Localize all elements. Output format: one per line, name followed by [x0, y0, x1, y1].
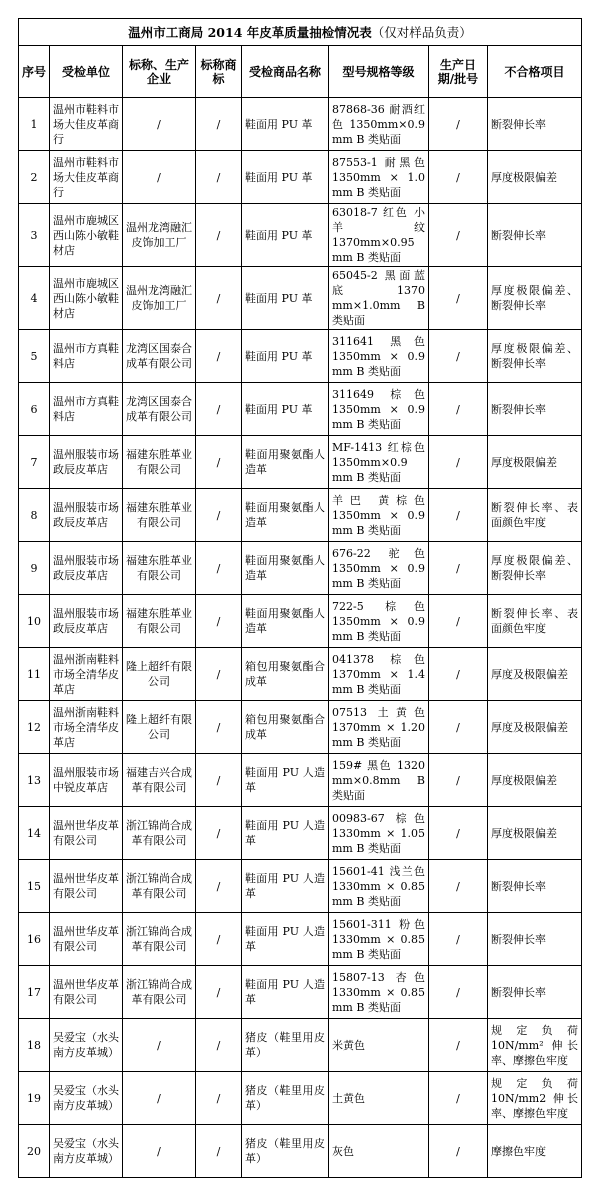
cell-failed-items: 厚度及极限偏差 — [488, 648, 582, 701]
cell-product-name: 猪皮（鞋里用皮革） — [242, 1125, 329, 1178]
cell-model-spec: 676-22 驼色 1350mm × 0.9 mm B 类贴面 — [329, 542, 429, 595]
cell-production-date: / — [429, 595, 488, 648]
table-row — [19, 383, 582, 436]
table-title — [19, 19, 582, 46]
cell-inspected-unit: 温州服装市场政辰皮革店 — [50, 542, 123, 595]
cell-trademark: / — [196, 648, 242, 701]
cell-model-spec: 311641 黑色 1350mm × 0.9 mm B 类贴面 — [329, 330, 429, 383]
cell-failed-items: 断裂伸长率 — [488, 913, 582, 966]
cell-inspected-unit: 温州世华皮革有限公司 — [50, 860, 123, 913]
cell-inspected-unit: 温州服装市场政辰皮革店 — [50, 436, 123, 489]
cell-model-spec: 羊巴 黄棕色 1350mm × 0.9 mm B 类贴面 — [329, 489, 429, 542]
table-row — [19, 98, 582, 151]
cell-model-spec: 15601-311 粉色 1330mm × 0.85 mm B 类贴面 — [329, 913, 429, 966]
cell-failed-items: 断裂伸长率 — [488, 383, 582, 436]
cell-inspected-unit: 温州市方真鞋料店 — [50, 330, 123, 383]
cell-failed-items: 厚度极限偏差、断裂伸长率 — [488, 542, 582, 595]
cell-manufacturer: / — [123, 1072, 196, 1125]
cell-manufacturer: 福建东胜革业有限公司 — [123, 489, 196, 542]
cell-trademark: / — [196, 1019, 242, 1072]
header-index: 序号 — [19, 46, 50, 98]
cell-production-date: / — [429, 204, 488, 267]
table-row — [19, 913, 582, 966]
cell-product-name: 鞋面用 PU 人造革 — [242, 754, 329, 807]
cell-product-name: 鞋面用 PU 革 — [242, 267, 329, 330]
cell-inspected-unit: 温州世华皮革有限公司 — [50, 807, 123, 860]
cell-manufacturer: 浙江锦尚合成革有限公司 — [123, 807, 196, 860]
cell-product-name: 鞋面用 PU 革 — [242, 151, 329, 204]
cell-index: 9 — [19, 542, 50, 595]
cell-trademark: / — [196, 98, 242, 151]
cell-model-spec: MF-1413 红棕色 1350mm×0.9 mm B 类贴面 — [329, 436, 429, 489]
cell-production-date: / — [429, 383, 488, 436]
cell-trademark: / — [196, 701, 242, 754]
cell-production-date: / — [429, 542, 488, 595]
cell-model-spec: 63018-7 红色 小羊纹 1370mm×0.95 mm B 类贴面 — [329, 204, 429, 267]
cell-inspected-unit: 温州世华皮革有限公司 — [50, 913, 123, 966]
cell-manufacturer: / — [123, 1019, 196, 1072]
cell-trademark: / — [196, 204, 242, 267]
cell-trademark: / — [196, 542, 242, 595]
table-row — [19, 807, 582, 860]
cell-model-spec: 米黄色 — [329, 1019, 429, 1072]
cell-model-spec: 041378 棕色 1370mm × 1.4 mm B 类贴面 — [329, 648, 429, 701]
cell-failed-items: 断裂伸长率 — [488, 98, 582, 151]
cell-index: 15 — [19, 860, 50, 913]
cell-product-name: 鞋面用聚氨酯人造革 — [242, 595, 329, 648]
cell-trademark: / — [196, 436, 242, 489]
cell-model-spec: 灰色 — [329, 1125, 429, 1178]
cell-trademark: / — [196, 489, 242, 542]
cell-failed-items: 厚度极限偏差 — [488, 807, 582, 860]
table-row — [19, 489, 582, 542]
cell-inspected-unit: 温州市鞋料市场大佳皮革商行 — [50, 151, 123, 204]
cell-manufacturer: 福建东胜革业有限公司 — [123, 436, 196, 489]
cell-inspected-unit: 温州浙南鞋料市场全清华皮革店 — [50, 701, 123, 754]
cell-production-date: / — [429, 648, 488, 701]
cell-manufacturer: 龙湾区国泰合成革有限公司 — [123, 383, 196, 436]
cell-product-name: 鞋面用聚氨酯人造革 — [242, 436, 329, 489]
table-row — [19, 204, 582, 267]
cell-model-spec: 65045-2 黑面蓝底 1370 mm×1.0mm B 类贴面 — [329, 267, 429, 330]
cell-trademark: / — [196, 913, 242, 966]
cell-index: 12 — [19, 701, 50, 754]
header-product-name: 受检商品名称 — [242, 46, 329, 98]
cell-failed-items: 断裂伸长率 — [488, 966, 582, 1019]
cell-inspected-unit: 温州服装市场政辰皮革店 — [50, 595, 123, 648]
table-row — [19, 1019, 582, 1072]
cell-product-name: 猪皮（鞋里用皮革） — [242, 1072, 329, 1125]
table-row — [19, 648, 582, 701]
cell-index: 18 — [19, 1019, 50, 1072]
cell-inspected-unit: 吴爱宝（水头南方皮革城） — [50, 1072, 123, 1125]
cell-manufacturer: 温州龙湾融汇皮饰加工厂 — [123, 204, 196, 267]
cell-production-date: / — [429, 754, 488, 807]
cell-inspected-unit: 温州市鹿城区西山陈小敏鞋材店 — [50, 267, 123, 330]
cell-product-name: 鞋面用 PU 人造革 — [242, 966, 329, 1019]
cell-model-spec: 07513 土黄色 1370mm × 1.20 mm B 类贴面 — [329, 701, 429, 754]
title-main: 温州市工商局 2014 年皮革质量抽检情况表 — [128, 24, 372, 40]
cell-index: 5 — [19, 330, 50, 383]
header-inspected-unit: 受检单位 — [50, 46, 123, 98]
cell-failed-items: 断裂伸长率、表面颜色牢度 — [488, 489, 582, 542]
table-row — [19, 1125, 582, 1178]
cell-inspected-unit: 温州浙南鞋料市场全清华皮革店 — [50, 648, 123, 701]
cell-failed-items: 厚度及极限偏差 — [488, 701, 582, 754]
cell-trademark: / — [196, 1072, 242, 1125]
cell-product-name: 鞋面用聚氨酯人造革 — [242, 542, 329, 595]
cell-product-name: 鞋面用 PU 人造革 — [242, 913, 329, 966]
header-trademark: 标称商标 — [196, 46, 242, 98]
cell-production-date: / — [429, 330, 488, 383]
cell-product-name: 鞋面用 PU 人造革 — [242, 807, 329, 860]
cell-trademark: / — [196, 807, 242, 860]
cell-production-date: / — [429, 98, 488, 151]
cell-index: 19 — [19, 1072, 50, 1125]
table-body — [19, 98, 582, 1178]
header-manufacturer: 标称、生产企业 — [123, 46, 196, 98]
cell-model-spec: 15601-41 浅兰色 1330mm × 0.85 mm B 类贴面 — [329, 860, 429, 913]
cell-product-name: 鞋面用聚氨酯人造革 — [242, 489, 329, 542]
cell-failed-items: 断裂伸长率 — [488, 204, 582, 267]
cell-inspected-unit: 温州市鹿城区西山陈小敏鞋材店 — [50, 204, 123, 267]
table-row — [19, 860, 582, 913]
cell-trademark: / — [196, 330, 242, 383]
cell-index: 1 — [19, 98, 50, 151]
cell-trademark: / — [196, 151, 242, 204]
cell-model-spec: 00983-67 棕色 1330mm × 1.05 mm B 类贴面 — [329, 807, 429, 860]
table-row — [19, 330, 582, 383]
cell-index: 13 — [19, 754, 50, 807]
cell-manufacturer: 福建东胜革业有限公司 — [123, 595, 196, 648]
cell-index: 17 — [19, 966, 50, 1019]
cell-index: 6 — [19, 383, 50, 436]
cell-production-date: / — [429, 807, 488, 860]
cell-failed-items: 规定负荷 10N/mm2 伸长率、摩擦色牢度 — [488, 1072, 582, 1125]
cell-production-date: / — [429, 267, 488, 330]
cell-trademark: / — [196, 267, 242, 330]
cell-failed-items: 厚度极限偏差 — [488, 436, 582, 489]
title-note: （仅对样品负责） — [371, 24, 472, 40]
cell-manufacturer: / — [123, 1125, 196, 1178]
cell-product-name: 猪皮（鞋里用皮革） — [242, 1019, 329, 1072]
cell-index: 4 — [19, 267, 50, 330]
cell-production-date: / — [429, 860, 488, 913]
cell-manufacturer: 浙江锦尚合成革有限公司 — [123, 966, 196, 1019]
cell-manufacturer: 隆上超纤有限公司 — [123, 648, 196, 701]
header-production-date: 生产日期/批号 — [429, 46, 488, 98]
table-row — [19, 754, 582, 807]
cell-manufacturer: 龙湾区国泰合成革有限公司 — [123, 330, 196, 383]
cell-production-date: / — [429, 489, 488, 542]
cell-trademark: / — [196, 383, 242, 436]
cell-inspected-unit: 吴爱宝（水头南方皮革城） — [50, 1019, 123, 1072]
cell-manufacturer: 福建东胜革业有限公司 — [123, 542, 196, 595]
cell-index: 7 — [19, 436, 50, 489]
cell-inspected-unit: 吴爱宝（水头南方皮革城） — [50, 1125, 123, 1178]
cell-product-name: 鞋面用 PU 革 — [242, 383, 329, 436]
cell-failed-items: 摩擦色牢度 — [488, 1125, 582, 1178]
cell-failed-items: 厚度极限偏差、断裂伸长率 — [488, 330, 582, 383]
cell-index: 8 — [19, 489, 50, 542]
cell-production-date: / — [429, 1019, 488, 1072]
cell-production-date: / — [429, 701, 488, 754]
table-row — [19, 436, 582, 489]
cell-failed-items: 厚度极限偏差、断裂伸长率 — [488, 267, 582, 330]
cell-production-date: / — [429, 1125, 488, 1178]
cell-inspected-unit: 温州服装市场中锐皮革店 — [50, 754, 123, 807]
table-row — [19, 542, 582, 595]
cell-index: 10 — [19, 595, 50, 648]
cell-model-spec: 15807-13 杏色 1330mm × 0.85 mm B 类贴面 — [329, 966, 429, 1019]
cell-product-name: 鞋面用 PU 革 — [242, 204, 329, 267]
cell-index: 20 — [19, 1125, 50, 1178]
cell-manufacturer: 福建吉兴合成革有限公司 — [123, 754, 196, 807]
cell-production-date: / — [429, 151, 488, 204]
header-model-spec: 型号规格等级 — [329, 46, 429, 98]
cell-production-date: / — [429, 436, 488, 489]
inspection-table — [18, 18, 582, 1178]
cell-product-name: 鞋面用 PU 革 — [242, 98, 329, 151]
cell-manufacturer: 隆上超纤有限公司 — [123, 701, 196, 754]
cell-trademark: / — [196, 966, 242, 1019]
cell-failed-items: 厚度极限偏差 — [488, 754, 582, 807]
cell-model-spec: 722-5 棕色 1350mm × 0.9 mm B 类贴面 — [329, 595, 429, 648]
cell-manufacturer: 温州龙湾融汇皮饰加工厂 — [123, 267, 196, 330]
cell-index: 14 — [19, 807, 50, 860]
cell-trademark: / — [196, 860, 242, 913]
cell-manufacturer: / — [123, 151, 196, 204]
cell-inspected-unit: 温州服装市场政辰皮革店 — [50, 489, 123, 542]
cell-model-spec: 87553-1 耐黑色 1350mm × 1.0 mm B 类贴面 — [329, 151, 429, 204]
header-row — [19, 46, 582, 98]
cell-production-date: / — [429, 913, 488, 966]
cell-failed-items: 断裂伸长率、表面颜色牢度 — [488, 595, 582, 648]
cell-product-name: 箱包用聚氨酯合成革 — [242, 701, 329, 754]
cell-production-date: / — [429, 966, 488, 1019]
cell-model-spec: 土黄色 — [329, 1072, 429, 1125]
cell-model-spec: 159# 黑色 1320 mm×0.8mm B 类贴面 — [329, 754, 429, 807]
cell-product-name: 鞋面用 PU 人造革 — [242, 860, 329, 913]
table-row — [19, 595, 582, 648]
cell-production-date: / — [429, 1072, 488, 1125]
cell-index: 2 — [19, 151, 50, 204]
table-row — [19, 1072, 582, 1125]
cell-failed-items: 断裂伸长率 — [488, 860, 582, 913]
cell-manufacturer: 浙江锦尚合成革有限公司 — [123, 860, 196, 913]
cell-inspected-unit: 温州市方真鞋料店 — [50, 383, 123, 436]
cell-inspected-unit: 温州市鞋料市场大佳皮革商行 — [50, 98, 123, 151]
header-failed-items: 不合格项目 — [488, 46, 582, 98]
cell-trademark: / — [196, 595, 242, 648]
cell-product-name: 箱包用聚氨酯合成革 — [242, 648, 329, 701]
cell-model-spec: 311649 棕色 1350mm × 0.9 mm B 类贴面 — [329, 383, 429, 436]
cell-trademark: / — [196, 1125, 242, 1178]
cell-index: 11 — [19, 648, 50, 701]
table-row — [19, 701, 582, 754]
table-row — [19, 966, 582, 1019]
cell-model-spec: 87868-36 耐酒红色 1350mm×0.9 mm B 类贴面 — [329, 98, 429, 151]
cell-trademark: / — [196, 754, 242, 807]
cell-product-name: 鞋面用 PU 革 — [242, 330, 329, 383]
cell-failed-items: 厚度极限偏差 — [488, 151, 582, 204]
cell-manufacturer: / — [123, 98, 196, 151]
cell-manufacturer: 浙江锦尚合成革有限公司 — [123, 913, 196, 966]
cell-inspected-unit: 温州世华皮革有限公司 — [50, 966, 123, 1019]
cell-index: 3 — [19, 204, 50, 267]
cell-failed-items: 规定负荷 10N/mm² 伸长率、摩擦色牢度 — [488, 1019, 582, 1072]
table-row — [19, 151, 582, 204]
table-row — [19, 267, 582, 330]
cell-index: 16 — [19, 913, 50, 966]
